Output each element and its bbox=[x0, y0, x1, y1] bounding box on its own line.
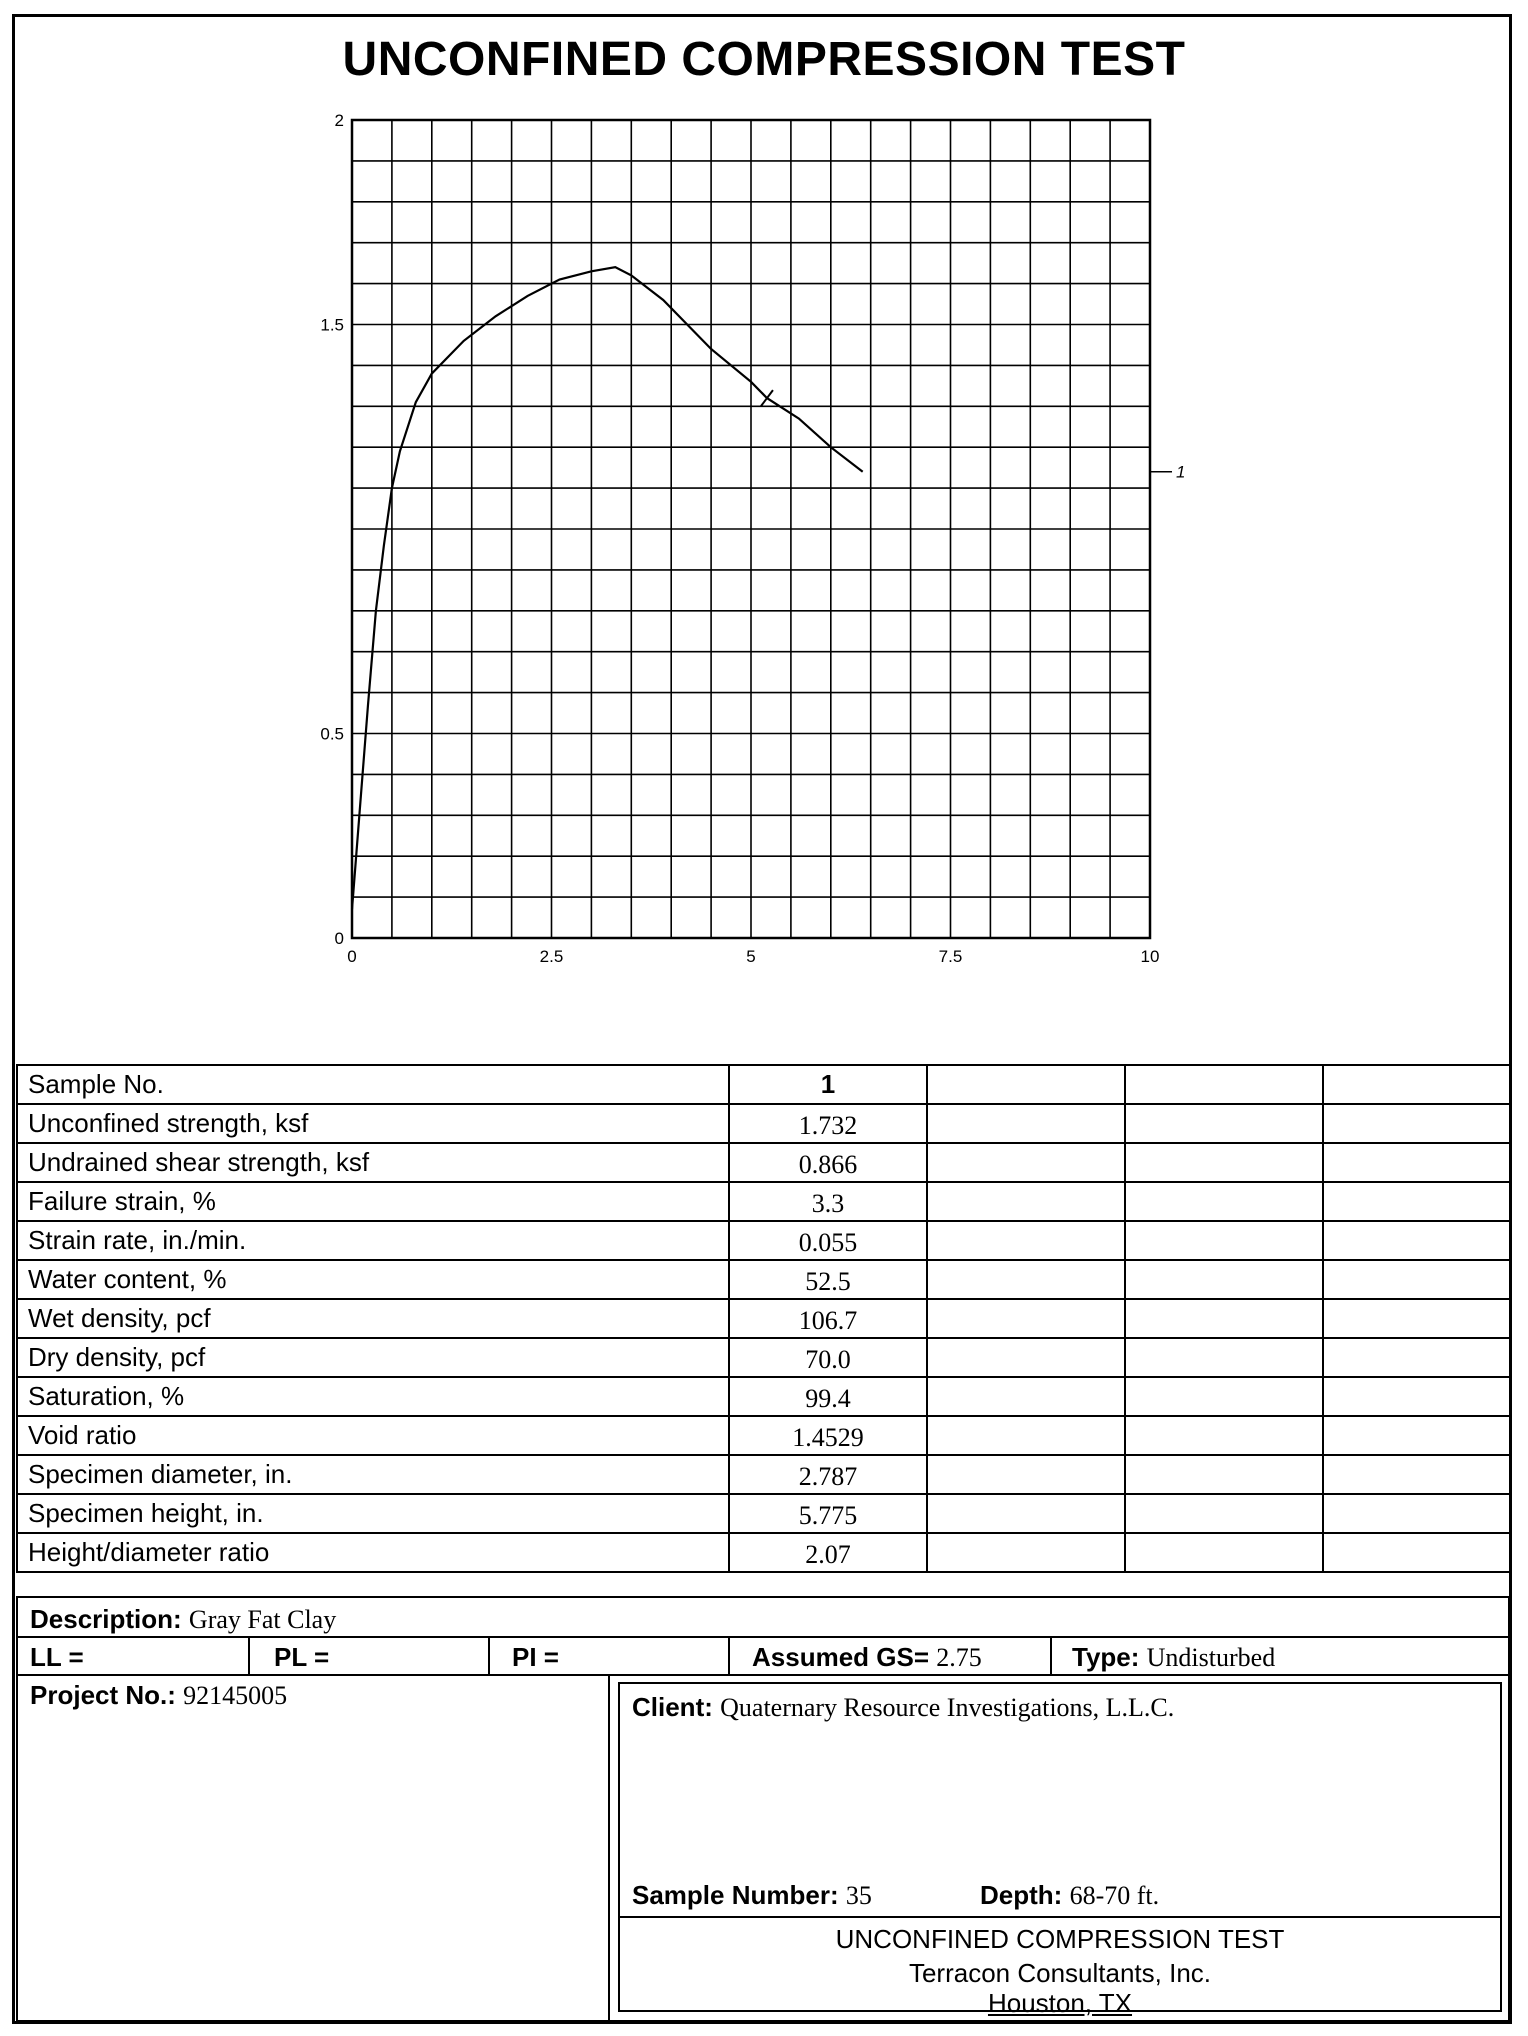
table-row bbox=[17, 1104, 1511, 1143]
table-row bbox=[17, 1260, 1511, 1299]
property-value: 3.3 bbox=[729, 1182, 927, 1221]
sample-no-label: Sample No. bbox=[17, 1065, 729, 1104]
property-value: 2.07 bbox=[729, 1533, 927, 1572]
property-label: Specimen diameter, in. bbox=[17, 1455, 729, 1494]
pi-label: PI = bbox=[512, 1642, 559, 1672]
y-tick-label: 2 bbox=[334, 111, 344, 130]
property-value: 52.5 bbox=[729, 1260, 927, 1299]
description-row bbox=[16, 1596, 1510, 1638]
client-value: Quaternary Resource Investigations, L.L.C. bbox=[720, 1693, 1175, 1722]
table-row bbox=[17, 1494, 1511, 1533]
footer-title: UNCONFINED COMPRESSION TEST bbox=[835, 1924, 1285, 1954]
depth-label: Depth: bbox=[980, 1880, 1063, 1910]
stress-strain-chart bbox=[0, 0, 1528, 1000]
x-tick-label: 0 bbox=[347, 947, 357, 966]
property-label: Unconfined strength, ksf bbox=[17, 1104, 729, 1143]
property-value: 1.4529 bbox=[729, 1416, 927, 1455]
pl-label: PL = bbox=[274, 1642, 330, 1672]
property-value: 2.787 bbox=[729, 1455, 927, 1494]
sample-number-label: Sample Number: bbox=[632, 1880, 839, 1910]
y-tick-label: 0.5 bbox=[320, 724, 344, 744]
footer-company: Terracon Consultants, Inc. bbox=[908, 1958, 1212, 1988]
client-label: Client: bbox=[632, 1692, 713, 1722]
property-value: 1.732 bbox=[729, 1104, 927, 1143]
sample-no-value: 1 bbox=[729, 1065, 927, 1104]
limits-row bbox=[16, 1636, 1510, 1676]
type-value: Undisturbed bbox=[1146, 1643, 1276, 1672]
property-value: 5.775 bbox=[729, 1494, 927, 1533]
x-tick-label: 10 bbox=[1140, 947, 1160, 966]
gs-label: Assumed GS= bbox=[752, 1642, 930, 1672]
table-row bbox=[17, 1143, 1511, 1182]
project-label: Project No.: bbox=[30, 1680, 176, 1710]
series-line bbox=[352, 267, 863, 909]
page-title: UNCONFINED COMPRESSION TEST bbox=[342, 33, 1186, 86]
property-value: 70.0 bbox=[729, 1338, 927, 1377]
table-row bbox=[17, 1221, 1511, 1260]
gs-value: 2.75 bbox=[936, 1643, 982, 1672]
table-row bbox=[17, 1338, 1511, 1377]
depth-value: 68-70 ft. bbox=[1069, 1881, 1160, 1910]
client-box bbox=[618, 1682, 1502, 2018]
description-value: Gray Fat Clay bbox=[188, 1605, 337, 1634]
x-tick-label: 7.5 bbox=[938, 947, 963, 966]
property-label: Void ratio bbox=[17, 1416, 729, 1455]
y-tick-label: 0 bbox=[334, 929, 344, 948]
table-row bbox=[17, 1182, 1511, 1221]
property-label: Specimen height, in. bbox=[17, 1494, 729, 1533]
series-label: 1 bbox=[1176, 462, 1186, 482]
description-label: Description: bbox=[30, 1604, 182, 1634]
table-row bbox=[17, 1377, 1511, 1416]
property-value: 99.4 bbox=[729, 1377, 927, 1416]
property-value: 0.866 bbox=[729, 1143, 927, 1182]
type-label: Type: bbox=[1072, 1642, 1140, 1672]
property-label: Strain rate, in./min. bbox=[17, 1221, 729, 1260]
ll-label: LL = bbox=[30, 1642, 84, 1672]
property-value: 0.055 bbox=[729, 1221, 927, 1260]
properties-table bbox=[16, 1064, 1512, 1573]
table-row bbox=[17, 1533, 1511, 1572]
property-label: Water content, % bbox=[17, 1260, 729, 1299]
x-tick-label: 2.5 bbox=[539, 947, 564, 966]
y-tick-label: 1.5 bbox=[320, 315, 344, 335]
table-row bbox=[17, 1416, 1511, 1455]
property-label: Failure strain, % bbox=[17, 1182, 729, 1221]
project-block bbox=[16, 1674, 1510, 2022]
property-value: 106.7 bbox=[729, 1299, 927, 1338]
x-tick-label: 5 bbox=[746, 947, 756, 966]
sample-number-value: 35 bbox=[845, 1881, 872, 1910]
property-label: Height/diameter ratio bbox=[17, 1533, 729, 1572]
table-header-row bbox=[17, 1065, 1511, 1104]
property-label: Dry density, pcf bbox=[17, 1338, 729, 1377]
property-label: Undrained shear strength, ksf bbox=[17, 1143, 729, 1182]
table-row bbox=[17, 1455, 1511, 1494]
table-row bbox=[17, 1299, 1511, 1338]
footer-location: Houston, TX bbox=[987, 1988, 1133, 2018]
property-label: Wet density, pcf bbox=[17, 1299, 729, 1338]
property-label: Saturation, % bbox=[17, 1377, 729, 1416]
project-value: 92145005 bbox=[183, 1681, 288, 1710]
